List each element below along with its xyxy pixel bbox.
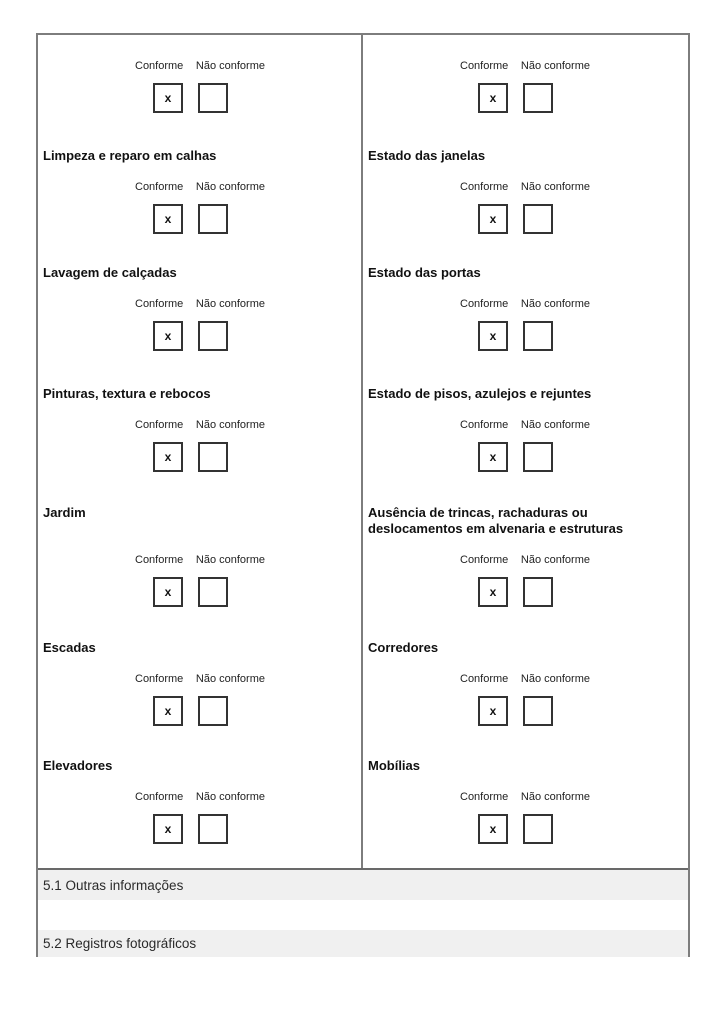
nao-conforme-label: Não conforme xyxy=(195,791,265,803)
nao-conforme-checkbox[interactable] xyxy=(523,83,553,113)
checkbox-group xyxy=(460,419,590,472)
item-label: Pinturas, textura e rebocos xyxy=(43,386,211,401)
nao-conforme-label: Não conforme xyxy=(520,181,590,193)
conforme-label: Conforme xyxy=(460,298,509,310)
conforme-checkbox[interactable]: x xyxy=(153,204,183,234)
nao-conforme-label: Não conforme xyxy=(195,673,265,685)
conforme-label: Conforme xyxy=(460,181,509,193)
item-label: Elevadores xyxy=(43,758,113,773)
checklist-columns xyxy=(38,35,688,868)
nao-conforme-label: Não conforme xyxy=(195,554,265,566)
checkbox-row xyxy=(153,442,265,472)
conforme-checkbox[interactable]: x xyxy=(153,696,183,726)
checklist-item xyxy=(38,35,361,146)
checklist-item xyxy=(38,503,361,638)
checkbox-row xyxy=(478,442,590,472)
conforme-checkbox[interactable]: x xyxy=(153,442,183,472)
checkbox-row xyxy=(153,204,265,234)
nao-conforme-checkbox[interactable] xyxy=(198,83,228,113)
nao-conforme-checkbox[interactable] xyxy=(198,577,228,607)
nao-conforme-checkbox[interactable] xyxy=(523,204,553,234)
nao-conforme-checkbox[interactable] xyxy=(198,696,228,726)
section-title: 5.1 Outras informações xyxy=(43,877,184,893)
checklist-item xyxy=(363,756,688,868)
checkbox-header xyxy=(135,673,265,685)
checkbox-row xyxy=(478,204,590,234)
nao-conforme-checkbox[interactable] xyxy=(523,442,553,472)
nao-conforme-label: Não conforme xyxy=(520,791,590,803)
checkbox-group xyxy=(135,181,265,234)
item-label: Estado das portas xyxy=(368,265,481,280)
nao-conforme-label: Não conforme xyxy=(195,60,265,72)
checkbox-header xyxy=(460,60,590,72)
conforme-checkbox[interactable]: x xyxy=(478,204,508,234)
section-title: 5.2 Registros fotográficos xyxy=(43,936,197,951)
checklist-item xyxy=(363,263,688,384)
nao-conforme-checkbox[interactable] xyxy=(523,814,553,844)
nao-conforme-checkbox[interactable] xyxy=(198,321,228,351)
nao-conforme-checkbox[interactable] xyxy=(198,814,228,844)
checkbox-row xyxy=(153,814,265,844)
checkbox-group xyxy=(460,60,590,113)
checkbox-row xyxy=(478,577,590,607)
checkbox-header xyxy=(135,60,265,72)
item-label: Estado de pisos, azulejos e rejuntes xyxy=(368,386,592,401)
conforme-checkbox[interactable]: x xyxy=(153,814,183,844)
column-right xyxy=(363,35,688,868)
section-headers xyxy=(38,868,688,957)
checkbox-header xyxy=(135,419,265,431)
conforme-checkbox[interactable]: x xyxy=(478,442,508,472)
checkbox-row xyxy=(153,321,265,351)
section-content-empty xyxy=(38,900,688,930)
checklist-item xyxy=(38,146,361,263)
conforme-label: Conforme xyxy=(460,554,509,566)
checklist-item xyxy=(38,384,361,503)
checkbox-group xyxy=(135,60,265,113)
conforme-checkbox[interactable]: x xyxy=(478,577,508,607)
item-label: Mobílias xyxy=(368,758,421,773)
checkbox-row xyxy=(478,83,590,113)
checkbox-row xyxy=(153,696,265,726)
conforme-label: Conforme xyxy=(135,791,184,803)
checklist-item xyxy=(363,146,688,263)
conforme-checkbox[interactable]: x xyxy=(478,696,508,726)
conforme-label: Conforme xyxy=(460,419,509,431)
nao-conforme-label: Não conforme xyxy=(195,181,265,193)
item-label: Lavagem de calçadas xyxy=(43,265,177,280)
checklist-item xyxy=(363,503,688,638)
checkbox-header xyxy=(460,673,590,685)
checkbox-group xyxy=(135,673,265,726)
checkbox-group xyxy=(460,673,590,726)
conforme-label: Conforme xyxy=(460,791,509,803)
checkbox-header xyxy=(460,298,590,310)
checklist-item xyxy=(363,384,688,503)
conforme-label: Conforme xyxy=(135,298,184,310)
checkbox-row xyxy=(478,814,590,844)
column-left xyxy=(38,35,363,868)
item-label: Escadas xyxy=(43,640,96,655)
item-label: Estado das janelas xyxy=(368,148,486,163)
nao-conforme-label: Não conforme xyxy=(520,673,590,685)
conforme-label: Conforme xyxy=(460,673,509,685)
nao-conforme-checkbox[interactable] xyxy=(523,696,553,726)
conforme-label: Conforme xyxy=(135,181,184,193)
conforme-label: Conforme xyxy=(135,673,184,685)
item-label: Jardim xyxy=(43,505,86,520)
checkbox-header xyxy=(135,554,265,566)
section-row-outras-informacoes xyxy=(38,870,688,900)
conforme-checkbox[interactable]: x xyxy=(478,321,508,351)
nao-conforme-label: Não conforme xyxy=(195,419,265,431)
checkbox-group xyxy=(460,554,590,607)
conforme-checkbox[interactable]: x xyxy=(478,83,508,113)
conforme-checkbox[interactable]: x xyxy=(478,814,508,844)
checklist-item xyxy=(38,263,361,384)
checklist-item xyxy=(38,756,361,868)
nao-conforme-label: Não conforme xyxy=(520,60,590,72)
checkbox-header xyxy=(135,791,265,803)
checklist-item xyxy=(38,638,361,756)
conforme-label: Conforme xyxy=(135,60,184,72)
checkbox-group xyxy=(135,419,265,472)
nao-conforme-checkbox[interactable] xyxy=(523,577,553,607)
checkbox-row xyxy=(153,83,265,113)
checklist-item xyxy=(363,35,688,146)
checkbox-header xyxy=(460,419,590,431)
checkbox-header xyxy=(460,791,590,803)
checkbox-header xyxy=(460,554,590,566)
checkbox-header xyxy=(460,181,590,193)
checkbox-group xyxy=(135,554,265,607)
inspection-checklist-table xyxy=(36,33,690,957)
checkbox-row xyxy=(153,577,265,607)
nao-conforme-label: Não conforme xyxy=(520,298,590,310)
checkbox-row xyxy=(478,321,590,351)
checklist-item xyxy=(363,638,688,756)
item-label: Ausência de trincas, rachaduras ou deslocamentos em alvenaria e estruturas xyxy=(368,505,624,536)
checkbox-group xyxy=(135,298,265,351)
checkbox-row xyxy=(478,696,590,726)
checkbox-header xyxy=(135,181,265,193)
conforme-checkbox[interactable]: x xyxy=(153,577,183,607)
conforme-label: Conforme xyxy=(460,60,509,72)
nao-conforme-label: Não conforme xyxy=(195,298,265,310)
checkbox-header xyxy=(135,298,265,310)
nao-conforme-checkbox[interactable] xyxy=(198,442,228,472)
nao-conforme-checkbox[interactable] xyxy=(198,204,228,234)
checkbox-group xyxy=(135,791,265,844)
item-label: Limpeza e reparo em calhas xyxy=(43,148,217,163)
item-label: Corredores xyxy=(368,640,439,655)
conforme-label: Conforme xyxy=(135,554,184,566)
conforme-label: Conforme xyxy=(135,419,184,431)
checkbox-group xyxy=(460,181,590,234)
checkbox-group xyxy=(460,791,590,844)
checkbox-group xyxy=(460,298,590,351)
nao-conforme-checkbox[interactable] xyxy=(523,321,553,351)
nao-conforme-label: Não conforme xyxy=(520,554,590,566)
conforme-checkbox[interactable]: x xyxy=(153,321,183,351)
section-row-registros-fotograficos xyxy=(38,930,688,957)
conforme-checkbox[interactable]: x xyxy=(153,83,183,113)
nao-conforme-label: Não conforme xyxy=(520,419,590,431)
